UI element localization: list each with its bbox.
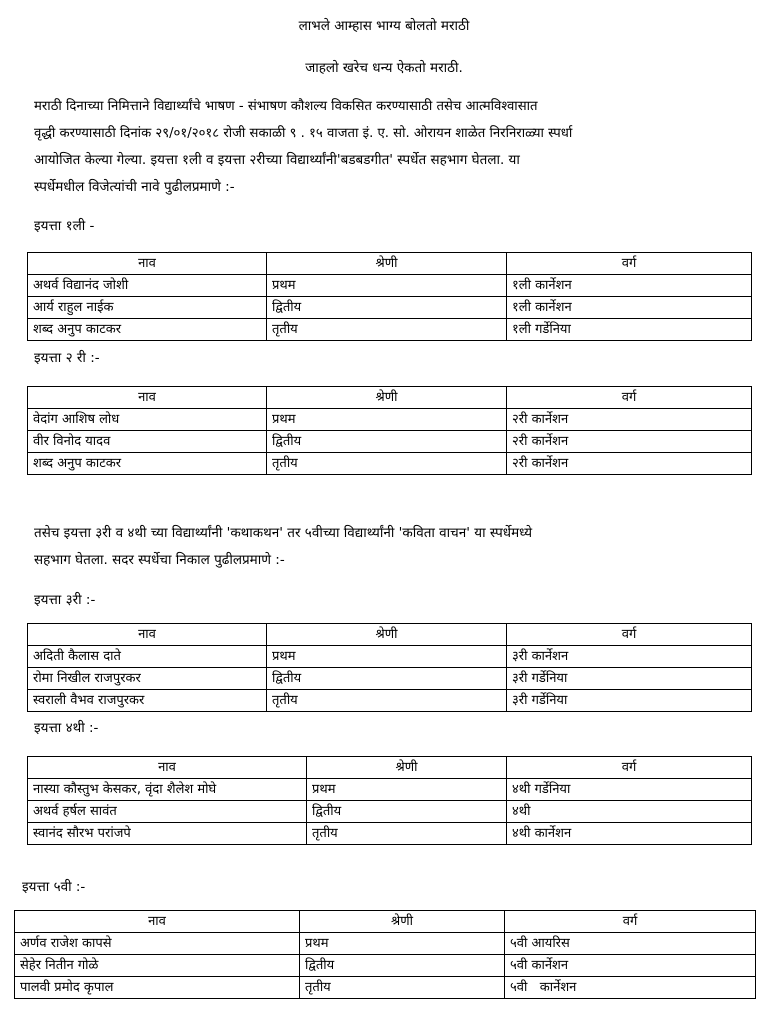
table-row bbox=[15, 933, 756, 955]
cell-class: ३री गर्डेनिया bbox=[507, 690, 752, 712]
table-row bbox=[15, 977, 756, 999]
cell-name: शब्द अनुप काटकर bbox=[28, 319, 267, 341]
cell-class: १ली गर्डेनिया bbox=[507, 319, 752, 341]
cell-rank: तृतीय bbox=[267, 453, 507, 475]
cell-name: रोमा निखील राजपुरकर bbox=[28, 668, 267, 690]
poem-line-2: जाहलो खरेच धन्य ऐकतो मराठी. bbox=[305, 60, 463, 76]
results-table bbox=[27, 386, 752, 475]
table-row bbox=[28, 690, 752, 712]
header-rank: श्रेणी bbox=[307, 757, 507, 779]
cell-rank: द्वितीय bbox=[300, 955, 505, 977]
cell-name: आर्य राहुल नाईक bbox=[28, 297, 267, 319]
table-row bbox=[28, 646, 752, 668]
cell-rank: प्रथम bbox=[300, 933, 505, 955]
table-header-row bbox=[28, 253, 752, 275]
table-row bbox=[28, 453, 752, 475]
cell-rank: प्रथम bbox=[267, 409, 507, 431]
cell-rank: द्वितीय bbox=[267, 297, 507, 319]
cell-class: २री कार्नेशन bbox=[507, 453, 752, 475]
header-name: नाव bbox=[28, 757, 307, 779]
header-class: वर्ग bbox=[507, 624, 752, 646]
cell-rank: प्रथम bbox=[307, 779, 507, 801]
section2-line-1: तसेच इयत्ता ३री व ४थी च्या विद्यार्थ्यांनी 'कथाकथन' तर ५वीच्या विद्यार्थ्यांनी 'कविता वाचन' या स्पर्धेमध्ये bbox=[34, 525, 533, 541]
cell-class: ५वी कार्नेशन bbox=[505, 977, 756, 999]
cell-rank: तृतीय bbox=[267, 690, 507, 712]
table-row bbox=[28, 275, 752, 297]
cell-class: ४थी गर्डेनिया bbox=[507, 779, 752, 801]
intro-line-2: वृद्धी करण्यासाठी दिनांक २९/०१/२०१८ रोजी सकाळी ९ . १५ वाजता इं. ए. सो. ओरायन शाळेत निरनिराळ्या स्पर्धा bbox=[34, 126, 573, 141]
cell-rank: तृतीय bbox=[307, 823, 507, 845]
cell-name: स्वानंद सौरभ परांजपे bbox=[28, 823, 307, 845]
cell-class: ४थी कार्नेशन bbox=[507, 823, 752, 845]
grade-heading: इयत्ता ४थी :- bbox=[34, 720, 99, 736]
cell-class: ३री कार्नेशन bbox=[507, 646, 752, 668]
header-name: नाव bbox=[28, 253, 267, 275]
intro-line-4: स्पर्धेमधील विजेत्यांची नावे पुढीलप्रमाणे :- bbox=[34, 179, 235, 195]
cell-class: १ली कार्नेशन bbox=[507, 297, 752, 319]
table-row bbox=[28, 668, 752, 690]
results-table bbox=[27, 623, 752, 712]
intro-line-1: मराठी दिनाच्या निमित्ताने विद्यार्थ्यांचे भाषण - संभाषण कौशल्य विकसित करण्यासाठी तसेच आत्मविश्वासात bbox=[34, 99, 538, 114]
table-row bbox=[28, 779, 752, 801]
cell-name: वीर विनोद यादव bbox=[28, 431, 267, 453]
table-header-row bbox=[28, 757, 752, 779]
header-class: वर्ग bbox=[507, 387, 752, 409]
cell-name: नास्या कौस्तुभ केसकर, वृंदा शैलेश मोघे bbox=[28, 779, 307, 801]
grade-heading: इयत्ता १ली - bbox=[34, 218, 95, 234]
header-rank: श्रेणी bbox=[267, 387, 507, 409]
cell-class: ५वी कार्नेशन bbox=[505, 955, 756, 977]
intro-line-3: आयोजित केल्या गेल्या. इयत्ता १ली व इयत्ता २रीच्या विद्यार्थ्यांनी'बडबडगीत' स्पर्धेत सहभाग घेतला. या bbox=[34, 152, 520, 168]
cell-name: अर्णव राजेश कापसे bbox=[15, 933, 300, 955]
results-table bbox=[27, 252, 752, 341]
grade-heading: इयत्ता २ री :- bbox=[34, 350, 100, 366]
cell-rank: द्वितीय bbox=[267, 431, 507, 453]
cell-name: वेदांग आशिष लोध bbox=[28, 409, 267, 431]
results-table bbox=[27, 756, 752, 845]
header-name: नाव bbox=[15, 911, 300, 933]
grade-heading: इयत्ता ५वी :- bbox=[22, 879, 86, 895]
cell-rank: तृतीय bbox=[267, 319, 507, 341]
cell-rank: द्वितीय bbox=[307, 801, 507, 823]
cell-name: अथर्व हर्षल सावंत bbox=[28, 801, 307, 823]
results-table bbox=[14, 910, 756, 999]
table-row bbox=[28, 823, 752, 845]
cell-class: ३री गर्डेनिया bbox=[507, 668, 752, 690]
cell-class: २री कार्नेशन bbox=[507, 431, 752, 453]
table-row bbox=[15, 955, 756, 977]
header-class: वर्ग bbox=[505, 911, 756, 933]
poem-line-1: लाभले आम्हास भाग्य बोलतो मराठी bbox=[298, 18, 470, 34]
cell-name: पालवी प्रमोद कृपाल bbox=[15, 977, 300, 999]
header-rank: श्रेणी bbox=[300, 911, 505, 933]
cell-rank: प्रथम bbox=[267, 275, 507, 297]
cell-name: अदिती कैलास दाते bbox=[28, 646, 267, 668]
table-row bbox=[28, 801, 752, 823]
header-name: नाव bbox=[28, 624, 267, 646]
header-class: वर्ग bbox=[507, 757, 752, 779]
section2-line-2: सहभाग घेतला. सदर स्पर्धेचा निकाल पुढीलप्रमाणे :- bbox=[34, 552, 285, 568]
cell-class: १ली कार्नेशन bbox=[507, 275, 752, 297]
table-row bbox=[28, 319, 752, 341]
cell-rank: प्रथम bbox=[267, 646, 507, 668]
cell-name: अथर्व विद्यानंद जोशी bbox=[28, 275, 267, 297]
cell-class: ५वी आयरिस bbox=[505, 933, 756, 955]
table-header-row bbox=[28, 387, 752, 409]
cell-rank: तृतीय bbox=[300, 977, 505, 999]
table-row bbox=[28, 297, 752, 319]
cell-class: ४थी bbox=[507, 801, 752, 823]
cell-class: २री कार्नेशन bbox=[507, 409, 752, 431]
table-header-row bbox=[15, 911, 756, 933]
header-class: वर्ग bbox=[507, 253, 752, 275]
cell-rank: द्वितीय bbox=[267, 668, 507, 690]
cell-name: शब्द अनुप काटकर bbox=[28, 453, 267, 475]
table-row bbox=[28, 431, 752, 453]
header-name: नाव bbox=[28, 387, 267, 409]
table-row bbox=[28, 409, 752, 431]
cell-name: स्वराली वैभव राजपुरकर bbox=[28, 690, 267, 712]
header-rank: श्रेणी bbox=[267, 624, 507, 646]
grade-heading: इयत्ता ३री :- bbox=[34, 592, 96, 608]
header-rank: श्रेणी bbox=[267, 253, 507, 275]
table-header-row bbox=[28, 624, 752, 646]
cell-name: सेहेर नितीन गोळे bbox=[15, 955, 300, 977]
